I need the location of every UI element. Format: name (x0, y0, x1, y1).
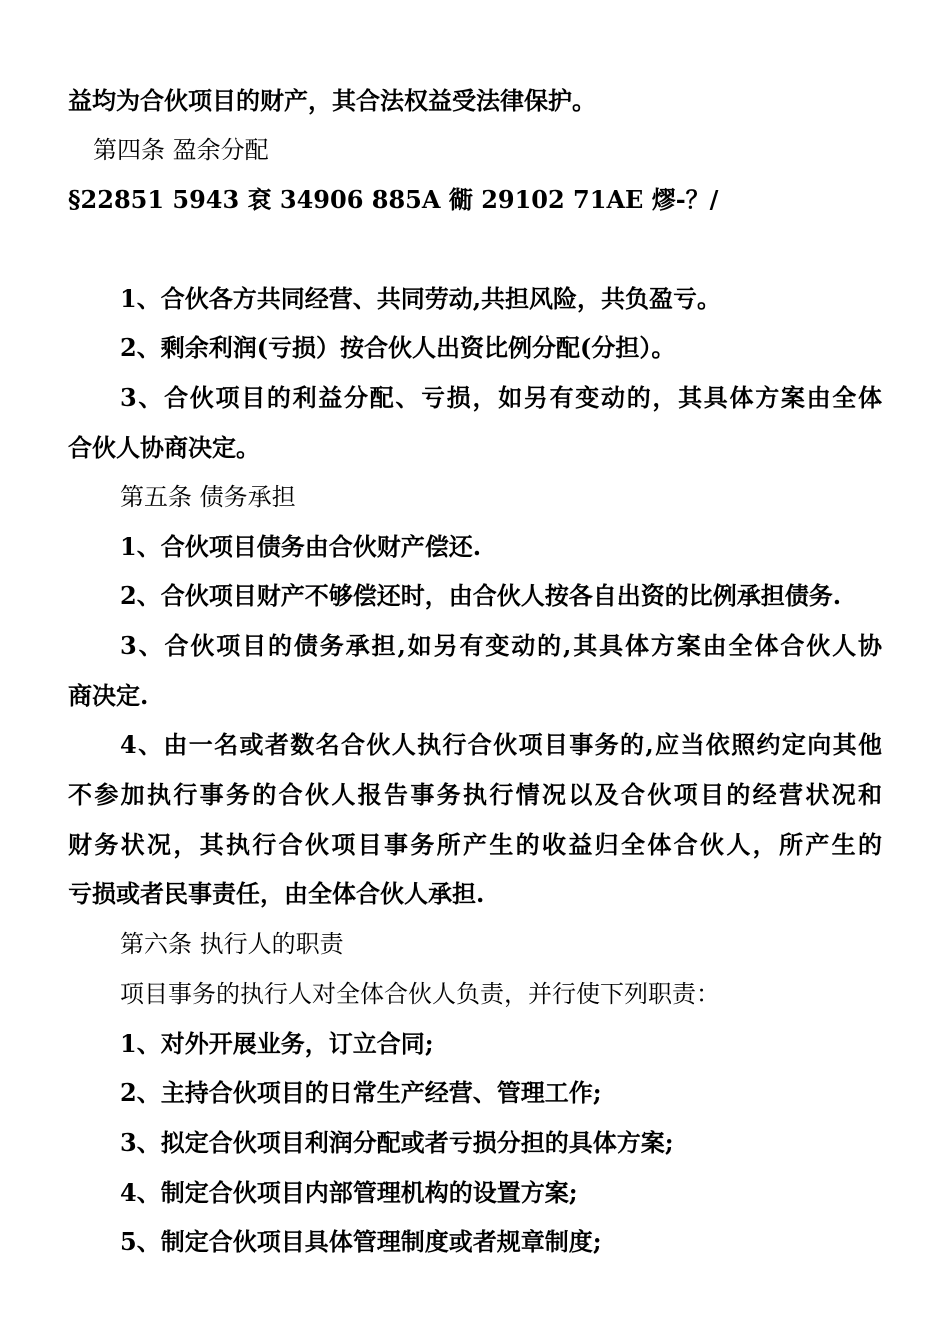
paragraph-line: 财务状况，其执行合伙项目事务所产生的收益归全体合伙人，所产生的 (68, 830, 882, 859)
paragraph-line: 项目事务的执行人对全体合伙人负责，并行使下列职责： (120, 980, 720, 1008)
section-heading-5: 第五条 债务承担 (120, 483, 296, 511)
list-item: 2、合伙项目财产不够偿还时，由合伙人按各自出资的比例承担债务. (120, 581, 842, 610)
list-item: 4、制定合伙项目内部管理机构的设置方案; (120, 1178, 578, 1207)
list-item: 1、对外开展业务，订立合同; (120, 1029, 434, 1058)
list-item: 5、制定合伙项目具体管理制度或者规章制度; (120, 1227, 602, 1256)
list-item: 3、拟定合伙项目利润分配或者亏损分担的具体方案; (120, 1128, 674, 1157)
list-item: 2、剩余利润(亏损）按合伙人出资比例分配(分担）。 (120, 333, 676, 362)
section-heading-4: 第四条 盈余分配 (93, 136, 269, 164)
list-item: 1、合伙各方共同经营、共同劳动,共担风险，共负盈亏。 (120, 284, 722, 313)
list-item: 2、主持合伙项目的日常生产经营、管理工作; (120, 1078, 602, 1107)
paragraph-line: 益均为合伙项目的财产，其合法权益受法律保护。 (68, 86, 596, 115)
garbled-text-line: §22851 5943 袞 34906 885A 衚 29102 71AE 熮-？/ (68, 185, 719, 214)
paragraph-line: 合伙人协商决定。 (68, 433, 260, 462)
paragraph-line: 亏损或者民事责任，由全体合伙人承担. (68, 879, 485, 908)
list-item: 3、合伙项目的利益分配、亏损，如另有变动的，其具体方案由全体 (120, 383, 882, 412)
paragraph-line: 不参加执行事务的合伙人报告事务执行情况以及合伙项目的经营状况和 (68, 780, 882, 809)
section-heading-6: 第六条 执行人的职责 (120, 930, 344, 958)
list-item: 3、合伙项目的债务承担,如另有变动的,其具体方案由全体合伙人协 (120, 631, 882, 660)
list-item: 4、由一名或者数名合伙人执行合伙项目事务的,应当依照约定向其他 (120, 730, 882, 759)
paragraph-line: 商决定. (68, 681, 149, 710)
list-item: 1、合伙项目债务由合伙财产偿还. (120, 532, 482, 561)
